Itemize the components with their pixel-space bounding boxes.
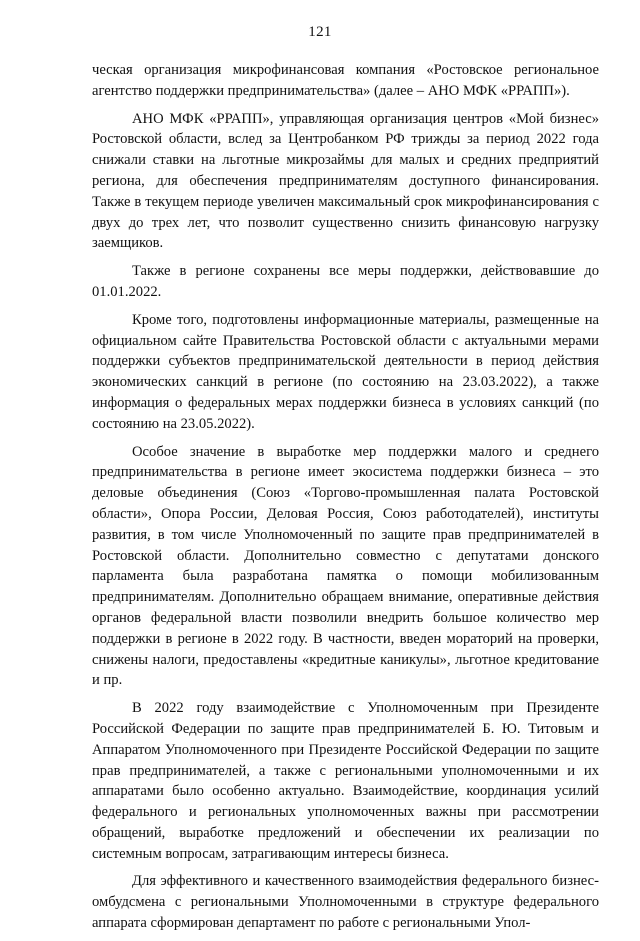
- paragraph-department: Для эффективного и качественного взаимодействия федерального бизнес-омбудсмена с региональными Уполномоченными в структуре федерального аппарата сформирован департамент по работе с региональными Упол-: [92, 873, 599, 932]
- paragraph-ecosystem: Особое значение в выработке мер поддержки малого и среднего предпринимательства в регионе имеет экосистема поддержки бизнеса – это деловые объединения (Союз «Торгово-промышленная палата Ростовской области», Опора России, Деловая Россия, Союз работодателей), институты развития, в том числе Уполномоченный по защите прав предпринимателей в Ростовской области. Дополнительно совместно с депутатами донского парламента была разработана памятка о помощи мобилизованным предпринимателям. Дополнительно обращаем внимание, оперативные действия органов федеральной власти позволили внедрить большое количество мер поддержки в регионе в 2022 году. В частности, введен мораторий на проверки, снижены налоги, предоставлены «кредитные каникулы», льготное кредитование и пр.: [92, 443, 599, 689]
- paragraph-rrapp-rates: АНО МФК «РРАПП», управляющая организация центров «Мой бизнес» Ростовской области, вслед за Центробанком РФ трижды за период 2022 года снижали ставки на льготные микрозаймы для малых и средних предприятий региона, для обеспечения предпринимателям доступного финансирования. Также в текущем периоде увеличен максимальный срок микрофинансирования с двух до трех лет, что позволит существенно снизить финансовую нагрузку заемщиков.: [92, 110, 599, 252]
- body-text: [92, 60, 599, 941]
- paragraph-support-retained: Также в регионе сохранены все меры поддержки, действовавшие до 01.01.2022.: [92, 263, 599, 300]
- page-number: 121: [308, 24, 332, 40]
- paragraph-ombudsman-cooperation: В 2022 году взаимодействие с Уполномоченным при Президенте Российской Федерации по защите прав предпринимателей Б. Ю. Титовым и Аппаратом Уполномоченного при Президенте Российской Федерации по защите прав предпринимателей, а также с региональными уполномоченными и их аппаратами было особенно актуально. Взаимодействие, координация усилий федерального и региональных уполномоченных важны при рассмотрении обращений, выработке предложений и обеспечении их реализации по системным вопросам, затрагивающим интересы бизнеса.: [92, 700, 599, 862]
- paragraph-information-materials: Кроме того, подготовлены информационные материалы, размещенные на официальном сайте Правительства Ростовской области с актуальными мерами поддержки субъектов предпринимательской деятельности в период действия экономических санкций в регионе (по состоянию на 23.03.2022), а также информация о федеральных мерах поддержки бизнеса в условиях санкций (по состоянию на 23.05.2022).: [92, 311, 599, 432]
- paragraph-continuation: ческая организация микрофинансовая компания «Ростовское региональное агентство поддержки предпринимательства» (далее – АНО МФК «РРАПП»).: [92, 62, 599, 99]
